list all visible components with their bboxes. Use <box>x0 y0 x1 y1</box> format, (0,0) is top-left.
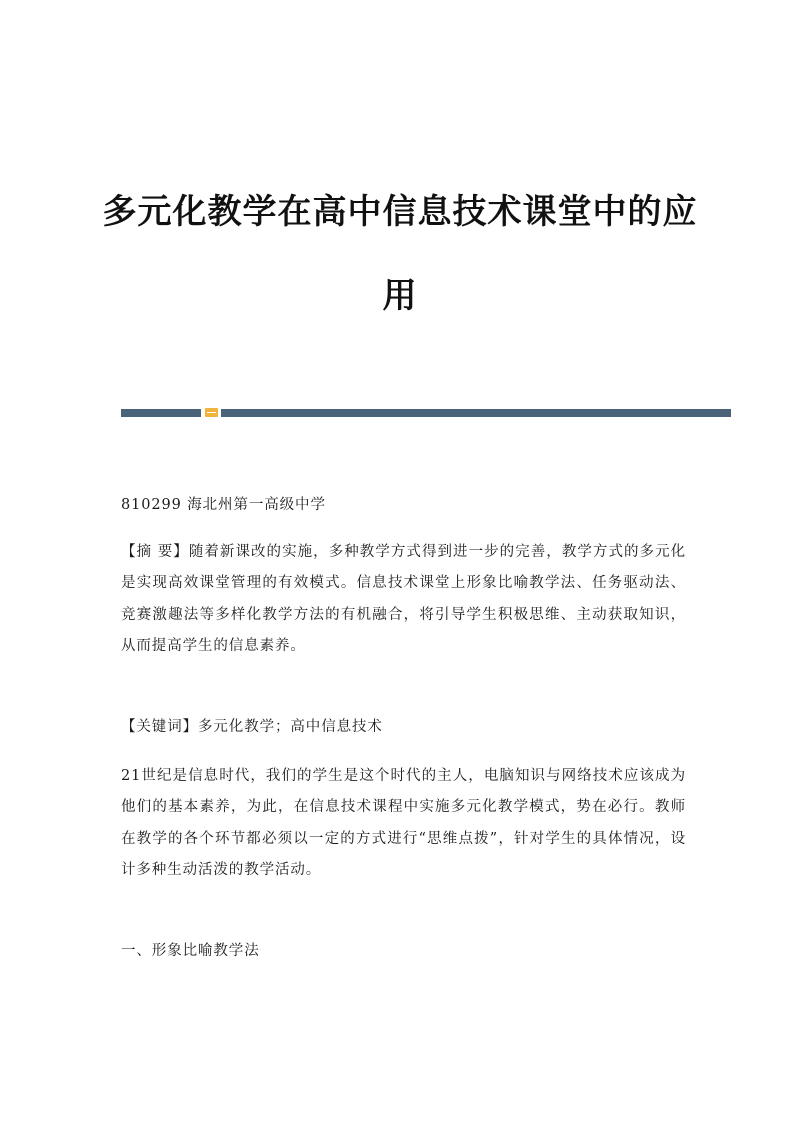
document-title-line-2: 用 <box>382 276 418 316</box>
divider-bar-left <box>121 409 201 417</box>
keywords-text: 多元化教学；高中信息技术 <box>198 719 383 735</box>
title-divider <box>121 409 731 417</box>
keywords-label: 【关键词】 <box>121 719 198 735</box>
abstract-label: 【摘 要】 <box>121 544 189 560</box>
body-paragraph: 21世纪是信息时代，我们的学生是这个时代的主人，电脑知识与网络技术应该成为他们的基本素养，为此，在信息技术课程中实施多元化教学模式，势在必行。教师在教学的各个环节都必须以一定的方式进行“思维点拨”，针对学生的具体情况，设计多种生动活泼的教学活动。 <box>121 768 686 878</box>
abstract <box>121 537 686 662</box>
divider-bar-right <box>221 409 731 417</box>
section-heading: 一、形象比喻教学法 <box>121 943 260 959</box>
author-affiliation: 810299 海北州第一高级中学 <box>121 497 326 513</box>
keywords <box>121 712 686 743</box>
document-title-line-1: 多元化教学在高中信息技术课堂中的应 <box>102 192 698 232</box>
divider-badge-icon <box>205 408 218 417</box>
abstract-text: 随着新课改的实施，多种教学方式得到进一步的完善，教学方式的多元化是实现高效课堂管理的有效模式。信息技术课堂上形象比喻教学法、任务驱动法、竞赛激趣法等多样化教学方法的有机融合，将引导学生积极思维、主动获取知识，从而提高学生的信息素养。 <box>121 544 687 654</box>
